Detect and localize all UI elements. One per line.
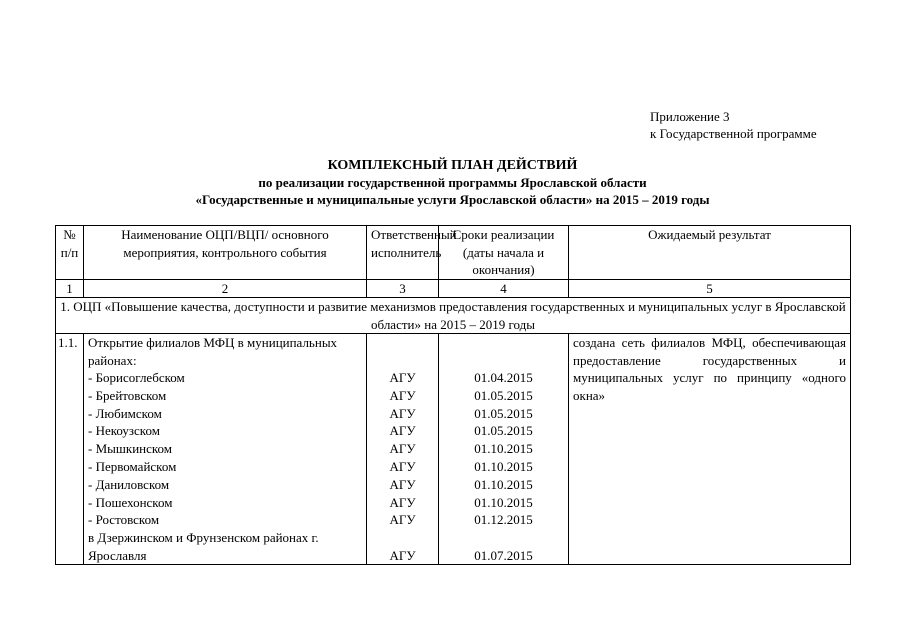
section-row xyxy=(56,298,851,334)
header-row xyxy=(56,226,851,280)
document-title xyxy=(0,157,905,208)
title-main: КОМПЛЕКСНЫЙ ПЛАН ДЕЙСТВИЙ xyxy=(327,158,578,173)
column-number: 5 xyxy=(569,279,851,298)
district-item: - Мышкинском xyxy=(88,441,173,457)
executor-item: АГУ xyxy=(389,370,416,385)
date-item: 01.05.2015 xyxy=(474,423,533,439)
column-numbers-row xyxy=(56,279,851,298)
date-item: 01.12.2015 xyxy=(474,512,533,528)
district-item: - Пошехонском xyxy=(88,494,173,510)
executor-item: АГУ xyxy=(389,387,416,403)
header-name: Наименование ОЦП/ВЦП/ основного мероприятия, контрольного события xyxy=(84,226,367,280)
action-plan-table xyxy=(55,225,851,565)
executor-item: АГУ xyxy=(389,405,416,421)
executor-list xyxy=(371,369,434,529)
district-last-line-2: Ярославля xyxy=(88,547,147,563)
executor-item: АГУ xyxy=(389,423,416,439)
date-item: 01.10.2015 xyxy=(474,494,533,510)
date-item: 01.05.2015 xyxy=(474,387,533,403)
district-last-line-1: в Дзержинском и Фрунзенском районах г. xyxy=(88,530,319,546)
executor-last: АГУ xyxy=(389,547,416,563)
executor-item: АГУ xyxy=(389,458,416,474)
column-number: 3 xyxy=(367,279,439,298)
date-item: 01.10.2015 xyxy=(474,441,533,457)
executor-item: АГУ xyxy=(389,441,416,457)
header-dates: Сроки реализации (даты начала и окончания) xyxy=(439,226,569,280)
row-number: 1.1. xyxy=(56,334,84,565)
date-item: 01.04.2015 xyxy=(474,370,533,385)
column-number: 4 xyxy=(439,279,569,298)
appendix-note xyxy=(650,108,817,142)
district-item: - Борисоглебском xyxy=(88,370,185,385)
executor-item: АГУ xyxy=(389,512,416,528)
appendix-line-1: Приложение 3 xyxy=(650,109,730,124)
table-row xyxy=(56,334,851,565)
date-item: 01.05.2015 xyxy=(474,405,533,421)
expected-result: создана сеть филиалов МФЦ, обеспечивающая предоставление государственных и муниципальных услуг по принципу «одного окна» xyxy=(569,334,851,565)
header-executor: Ответственный исполнитель xyxy=(367,226,439,280)
title-line-2: по реализации государственной программы Ярославской области xyxy=(258,175,647,190)
column-number: 1 xyxy=(56,279,84,298)
executor-item: АГУ xyxy=(389,494,416,510)
district-item: - Некоузском xyxy=(88,423,160,439)
header-number: № п/п xyxy=(56,226,84,280)
row-activities xyxy=(84,334,367,565)
district-item: - Первомайском xyxy=(88,458,177,474)
section-title: 1. ОЦП «Повышение качества, доступности и развитие механизмов предоставления государственных и муниципальных услуг в Ярославской области» на 2015 – 2019 годы xyxy=(56,298,851,334)
appendix-line-2: к Государственной программе xyxy=(650,126,817,141)
executor-item: АГУ xyxy=(389,476,416,492)
district-item: - Ростовском xyxy=(88,512,160,528)
date-item: 01.10.2015 xyxy=(474,458,533,474)
district-item: - Любимском xyxy=(88,405,162,421)
title-line-3: «Государственные и муниципальные услуги Ярославской области» на 2015 – 2019 годы xyxy=(195,192,710,207)
header-result: Ожидаемый результат xyxy=(569,226,851,280)
district-item: - Даниловском xyxy=(88,476,170,492)
date-list xyxy=(443,369,564,529)
district-list xyxy=(88,369,362,529)
activity-title: Открытие филиалов МФЦ в муниципальных районах: xyxy=(88,335,338,368)
row-executors xyxy=(367,334,439,565)
date-item: 01.10.2015 xyxy=(474,476,533,492)
district-item: - Брейтовском xyxy=(88,387,167,403)
row-dates xyxy=(439,334,569,565)
column-number: 2 xyxy=(84,279,367,298)
date-last: 01.07.2015 xyxy=(474,547,533,563)
